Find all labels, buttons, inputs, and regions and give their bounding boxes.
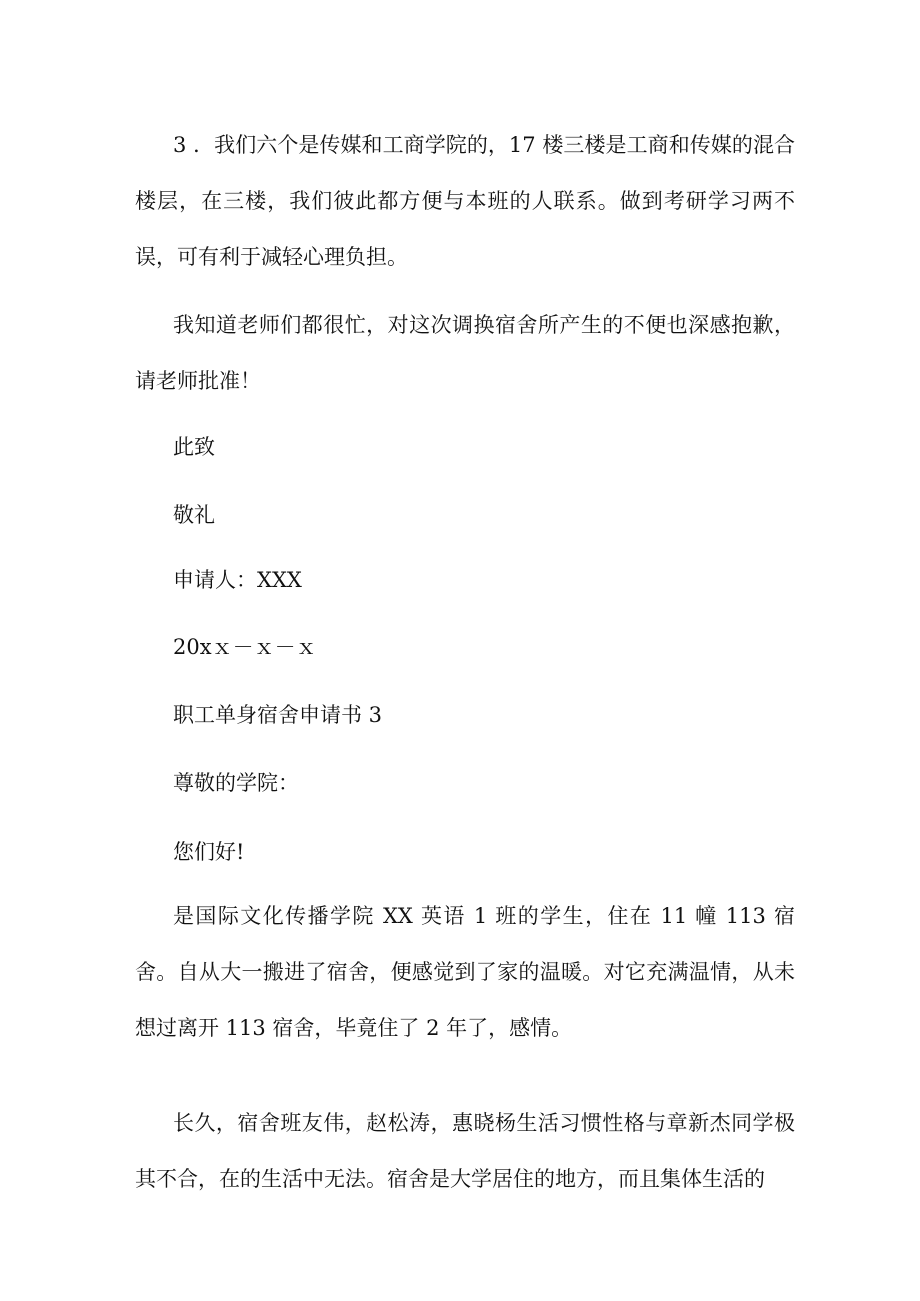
paragraph-introduction: 是国际文化传播学院 XX 英语 1 班的学生，住在 11 幢 113 宿舍。自从大一搬进了宿舍，便感觉到了家的温暖。对它充满温情，从未想过离开 113 宿舍，毕竟住了 2 年了，感情。 — [135, 904, 795, 1040]
paragraph-roommates: 长久，宿舍班友伟，赵松涛，惠晓杨生活习惯性格与章新杰同学极其不合，在的生活中无法。宿舍是大学居住的地方，而且集体生活的 — [135, 1111, 795, 1191]
closing-salutation-1: 此致 — [173, 435, 215, 459]
greeting-line: 您们好! — [173, 840, 245, 864]
closing-salutation-2: 敬礼 — [173, 503, 215, 527]
applicant-line: 申请人：XXX — [173, 568, 302, 592]
paragraph-apology: 我知道老师们都很忙，对这次调换宿舍所产生的不便也深感抱歉，请老师批准！ — [135, 313, 795, 393]
addressee-line: 尊敬的学院： — [173, 771, 299, 795]
date-line: 20xｘ－ｘ－ｘ — [173, 635, 317, 659]
paragraph-reason-3: 3 ．我们六个是传媒和工商学院的，17 楼三楼是工商和传媒的混合楼层，在三楼，我们彼此都方便与本班的人联系。做到考研学习两不误，可有利于减轻心理负担。 — [135, 133, 795, 269]
section-title: 职工单身宿舍申请书 3 — [173, 703, 383, 727]
